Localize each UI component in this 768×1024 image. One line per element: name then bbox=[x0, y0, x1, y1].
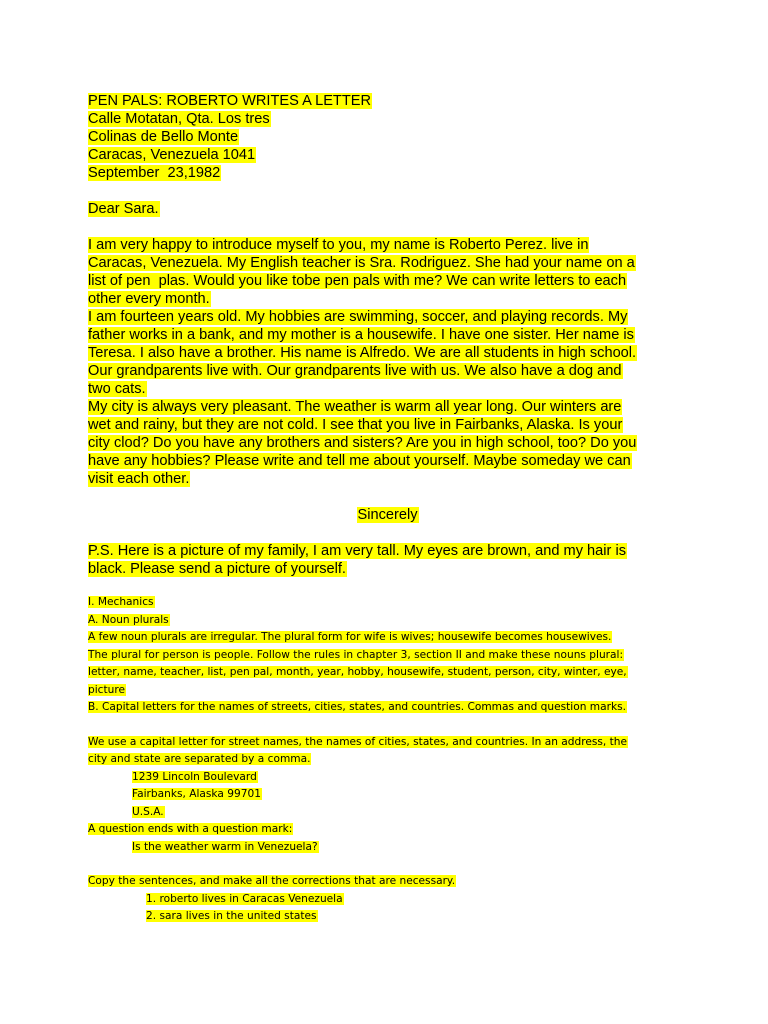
exercise-section bbox=[88, 594, 688, 926]
example-address-line: Fairbanks, Alaska 99701 bbox=[132, 788, 261, 800]
body-line: have any hobbies? Please write and tell me about yourself. Maybe someday we can bbox=[88, 453, 631, 469]
body-line: other every month. bbox=[88, 291, 210, 307]
question-example: Is the weather warm in Venezuela? bbox=[132, 840, 318, 853]
letter bbox=[88, 92, 688, 578]
sender-address bbox=[88, 110, 688, 182]
exercise-line: picture bbox=[88, 683, 126, 696]
document-page bbox=[88, 92, 688, 926]
body-line: Teresa. I also have a brother. His name is Alfredo. We are all students in high school. bbox=[88, 345, 637, 361]
body-line: My city is always very pleasant. The weather is warm all year long. Our winters are bbox=[88, 399, 622, 415]
copy-instruction: Copy the sentences, and make all the corrections that are necessary. bbox=[88, 875, 456, 887]
letter-postscript bbox=[88, 542, 688, 578]
letter-greeting: Dear Sara. bbox=[88, 201, 159, 217]
letter-closing: Sincerely bbox=[357, 507, 418, 523]
address-line: Colinas de Bello Monte bbox=[88, 129, 239, 145]
body-line: I am fourteen years old. My hobbies are swimming, soccer, and playing records. My bbox=[88, 309, 628, 325]
address-line: Caracas, Venezuela 1041 bbox=[88, 147, 256, 163]
sentence-item: 1. roberto lives in Caracas Venezuela bbox=[146, 892, 343, 905]
question-rule: A question ends with a question mark: bbox=[88, 823, 293, 835]
ps-line: black. Please send a picture of yourself. bbox=[88, 561, 346, 577]
letter-date: September 23,1982 bbox=[88, 165, 221, 181]
example-address bbox=[88, 769, 688, 822]
body-line: list of pen plas. Would you like tobe pen pals with me? We can write letters to each bbox=[88, 273, 627, 289]
subsection-b-heading: B. Capital letters for the names of streets, cities, states, and countries. Commas and question marks. bbox=[88, 701, 626, 713]
body-line: Caracas, Venezuela. My English teacher is Sra. Rodriguez. She had your name on a bbox=[88, 255, 635, 271]
section-heading: I. Mechanics bbox=[88, 596, 154, 608]
exercise-line: city and state are separated by a comma. bbox=[88, 753, 311, 765]
example-address-line: 1239 Lincoln Boulevard bbox=[132, 770, 257, 783]
body-line: visit each other. bbox=[88, 471, 190, 487]
address-line: Calle Motatan, Qta. Los tres bbox=[88, 111, 270, 127]
exercise-line: letter, name, teacher, list, pen pal, month, year, hobby, housewife, student, person, city, winter, eye, bbox=[88, 666, 627, 678]
exercise-line: A few noun plurals are irregular. The plural form for wife is wives; housewife becomes housewives. bbox=[88, 631, 612, 643]
body-line: father works in a bank, and my mother is a housewife. I have one sister. Her name is bbox=[88, 327, 634, 343]
body-line: two cats. bbox=[88, 381, 146, 397]
letter-title: PEN PALS: ROBERTO WRITES A LETTER bbox=[88, 93, 372, 109]
body-line: wet and rainy, but they are not cold. I see that you live in Fairbanks, Alaska. Is your bbox=[88, 417, 623, 433]
body-line: I am very happy to introduce myself to you, my name is Roberto Perez. live in bbox=[88, 237, 589, 253]
body-line: city clod? Do you have any brothers and sisters? Are you in high school, too? Do you bbox=[88, 435, 637, 451]
exercise-line: We use a capital letter for street names, the names of cities, states, and countries. In an address, the bbox=[88, 735, 628, 748]
letter-body bbox=[88, 236, 688, 488]
subsection-a-heading: A. Noun plurals bbox=[88, 613, 169, 626]
noun-plurals-text bbox=[88, 629, 688, 699]
sentence-item: 2. sara lives in the united states bbox=[146, 910, 317, 922]
example-address-line: U.S.A. bbox=[132, 805, 164, 818]
ps-line: P.S. Here is a picture of my family, I am very tall. My eyes are brown, and my hair is bbox=[88, 543, 626, 559]
body-line: Our grandparents live with. Our grandparents live with us. We also have a dog and bbox=[88, 363, 622, 379]
exercise-line: The plural for person is people. Follow the rules in chapter 3, section II and make these nouns plural: bbox=[88, 648, 624, 661]
sentence-list bbox=[88, 891, 688, 926]
capitals-text bbox=[88, 734, 688, 769]
